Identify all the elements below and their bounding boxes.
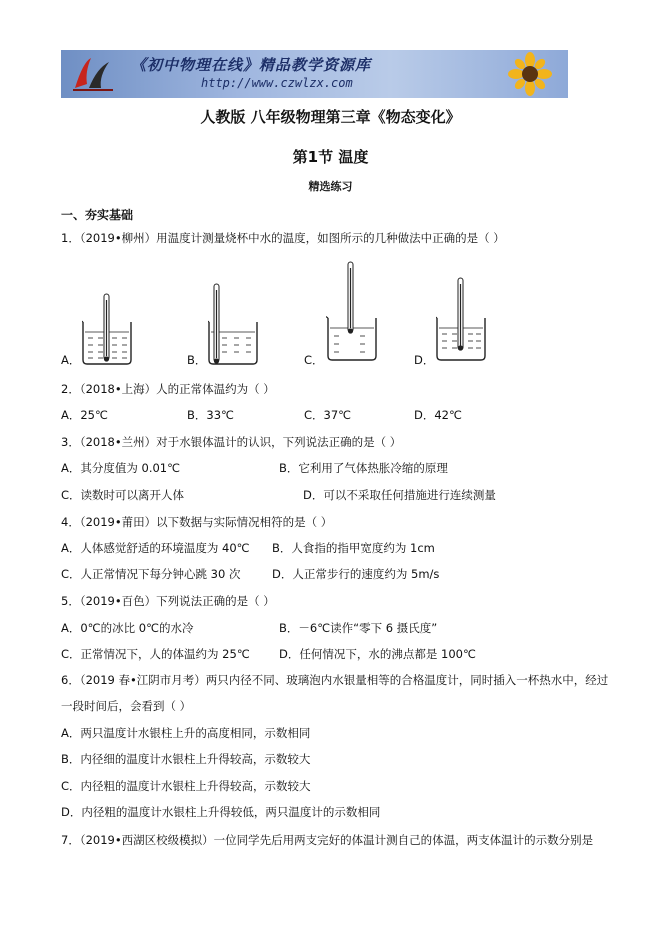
question-1-option-c: C． — [304, 353, 324, 367]
question-3-option-c: C．读数时可以离开人体 — [61, 488, 185, 502]
question-1-option-a: A． — [61, 353, 81, 367]
section-heading: 一、夯实基础 — [61, 208, 134, 222]
question-2-stem: 2．（2018•上海）人的正常体温约为（ ） — [61, 382, 275, 396]
question-3-stem: 3．（2018•兰州）对于水银体温计的认识，下列说法正确的是（ ） — [61, 435, 402, 449]
question-2-option-c: C．37℃ — [304, 408, 352, 422]
question-1-stem: 1．（2019•柳州）用温度计测量烧杯中水的温度，如图所示的几种做法中正确的是（ ） — [61, 231, 505, 245]
question-5-option-c: C．正常情况下，人的体温约为 25℃ — [61, 647, 250, 661]
question-5-option-a: A．0℃的冰比 0℃的水冷 — [61, 621, 194, 635]
beaker-figure-c — [326, 260, 380, 364]
site-logo-icon — [69, 54, 119, 94]
question-2-option-d: D．42℃ — [414, 408, 462, 422]
question-6-stem: 6．（2019 春•江阴市月考）两只内径不同、玻璃泡内水银量相等的合格温度计，同时插入一杯热水中，经过 — [61, 673, 609, 687]
question-5-stem: 5．（2019•百色）下列说法正确的是（ ） — [61, 594, 275, 608]
question-4-option-c: C．人正常情况下每分钟心跳 30 次 — [61, 567, 241, 581]
question-4-option-d: D．人正常步行的速度约为 5m/s — [272, 567, 440, 581]
question-6-option-b: B．内径细的温度计水银柱上升得较高，示数较大 — [61, 752, 311, 766]
question-4-option-a: A．人体感觉舒适的环境温度为 40℃ — [61, 541, 250, 555]
section-title: 第1节 温度 — [292, 148, 369, 166]
banner-url: http://www.czwlzx.com — [201, 76, 353, 90]
question-3-option-a: A．其分度值为 0.01℃ — [61, 461, 181, 475]
question-1-option-b: B． — [187, 353, 207, 367]
question-1-option-d: D． — [414, 353, 435, 367]
question-2-option-b: B．33℃ — [187, 408, 234, 422]
question-7-stem: 7．（2019•西湖区校级模拟）一位同学先后用两支完好的体温计测自己的体温，两支体温计的示数分别是 — [61, 833, 594, 847]
question-6-option-d: D．内径粗的温度计水银柱上升得较低，两只温度计的示数相同 — [61, 805, 381, 819]
question-4-option-b: B．人食指的指甲宽度约为 1cm — [272, 541, 435, 555]
question-5-option-d: D．任何情况下，水的沸点都是 100℃ — [279, 647, 476, 661]
question-6-option-a: A．两只温度计水银柱上升的高度相同，示数相同 — [61, 726, 311, 740]
subtitle: 精选练习 — [308, 180, 353, 193]
banner-title: 《初中物理在线》精品教学资源库 — [131, 56, 372, 74]
document-title: 人教版 八年级物理第三章《物态变化》 — [200, 108, 461, 126]
header-banner — [61, 50, 568, 98]
beaker-figure-a — [82, 288, 132, 368]
question-4-stem: 4．（2019•莆田）以下数据与实际情况相符的是（ ） — [61, 515, 333, 529]
question-5-option-b: B．－6℃读作“零下 6 摄氏度” — [279, 621, 438, 635]
question-6-stem-continued: 一段时间后，会看到（ ） — [61, 699, 192, 713]
beaker-figure-d — [436, 276, 488, 364]
question-3-option-b: B．它利用了气体热胀冷缩的原理 — [279, 461, 448, 475]
question-2-option-a: A．25℃ — [61, 408, 108, 422]
question-6-option-c: C．内径粗的温度计水银柱上升得较高，示数较大 — [61, 779, 311, 793]
beaker-figure-b — [208, 282, 260, 368]
sunflower-icon — [500, 52, 560, 96]
question-3-option-d: D．可以不采取任何措施进行连续测量 — [303, 488, 496, 502]
